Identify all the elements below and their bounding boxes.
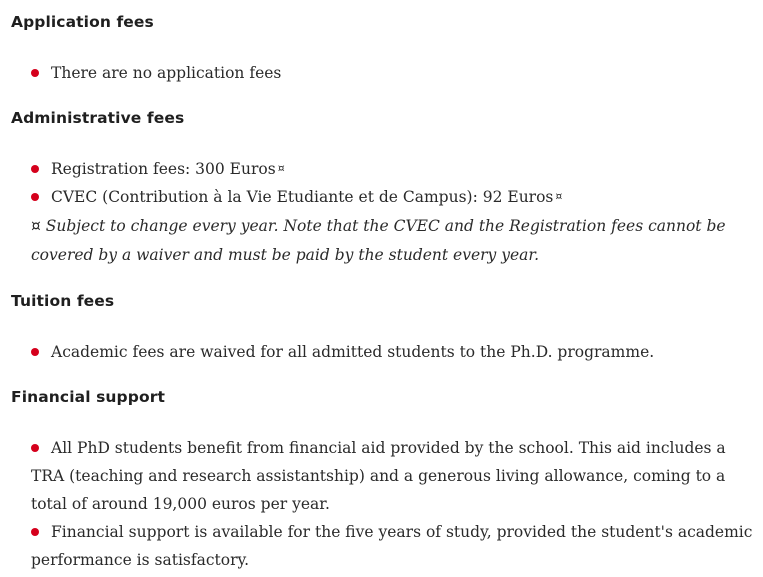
list-item [31,338,654,366]
financial-support-heading: Financial support [11,388,165,406]
tuition-fees-heading: Tuition fees [11,292,115,310]
footnote-marker: ¤ [277,162,285,175]
list-item [31,434,761,518]
list-item-text: Registration fees: 300 Euros [51,160,276,178]
list-item [31,518,761,574]
application-fees-list [11,59,281,87]
bullet-icon [31,528,39,536]
bullet-icon [31,165,39,173]
bullet-icon [31,348,39,356]
tuition-fees-list [11,338,654,366]
administrative-fees-list [11,155,562,211]
list-item-text: Financial support is available for the five years of study, provided the student's academic performance is satisfactory. [31,523,753,569]
financial-support-list [11,434,761,574]
list-item [31,155,562,183]
bullet-icon [31,193,39,201]
list-item-text: Academic fees are waived for all admitted students to the Ph.D. programme. [51,343,655,361]
bullet-icon [31,69,39,77]
list-item-text: There are no application fees [51,64,282,82]
list-item [31,59,281,87]
list-item [31,183,562,211]
list-item-text: All PhD students benefit from financial aid provided by the school. This aid includes a TRA (teaching and research assistantship) and a generous living allowance, coming to a total of around 19,000 euros per year. [31,439,726,513]
bullet-icon [31,444,39,452]
application-fees-heading: Application fees [11,13,154,31]
administrative-fees-heading: Administrative fees [11,109,185,127]
footnote-marker: ¤ [555,190,563,203]
administrative-fees-note: ¤ Subject to change every year. Note that the CVEC and the Registration fees cannot be covered by a waiver and must be paid by the student every year. [31,217,726,264]
list-item-text: CVEC (Contribution à la Vie Etudiante et de Campus): 92 Euros [51,188,554,206]
